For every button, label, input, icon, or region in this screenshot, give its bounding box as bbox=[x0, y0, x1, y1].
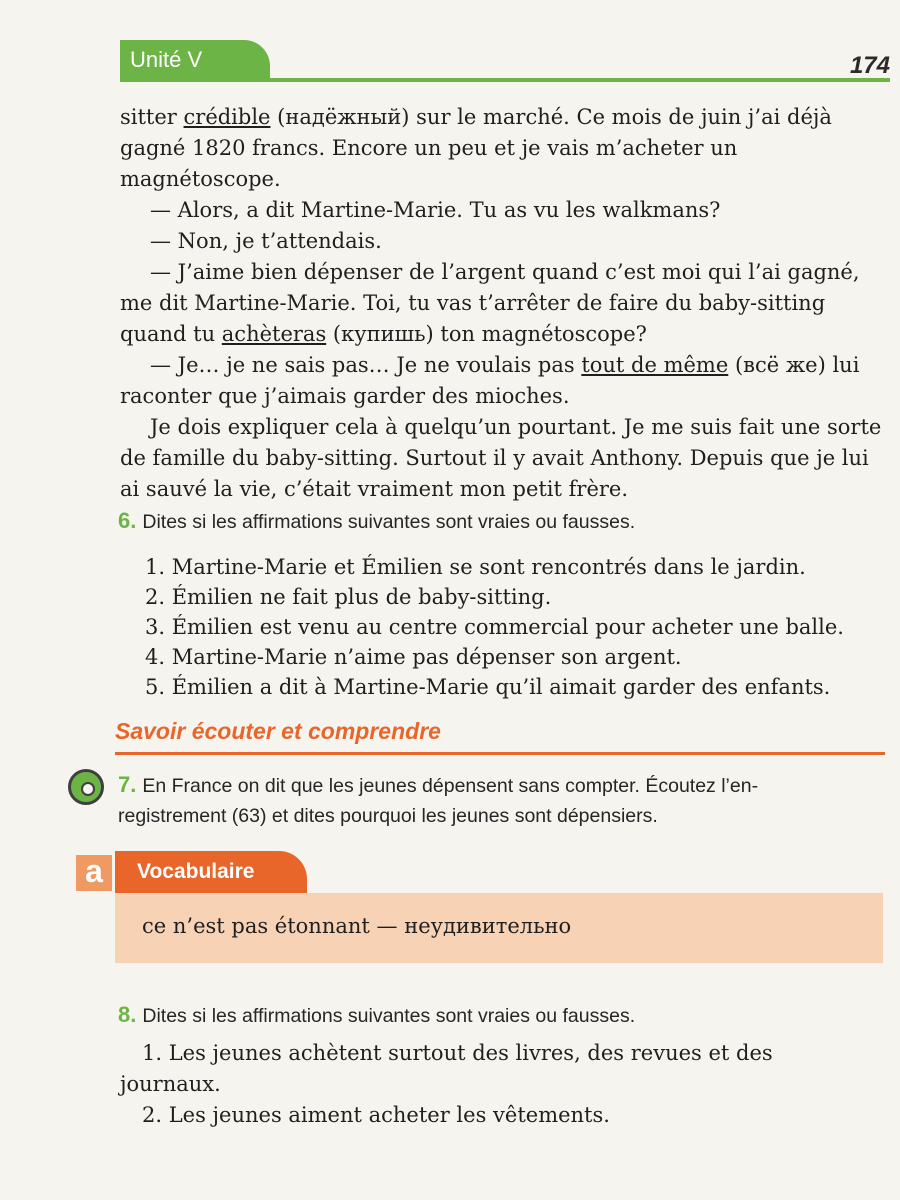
task-number: 6. bbox=[118, 508, 137, 533]
task-8-list bbox=[120, 1038, 880, 1131]
task-8-instruction: 8. Dites si les affirmations suivantes sont vraies ou fausses. bbox=[118, 1002, 636, 1027]
page-number: 174 bbox=[849, 52, 890, 79]
section-rule bbox=[115, 752, 885, 755]
underlined-word: achèteras bbox=[221, 322, 327, 346]
list-item: 5. Émilien a dit à Martine-Marie qu’il aimait garder des enfants. bbox=[145, 675, 831, 699]
list-item: 1. Les jeunes achètent surtout des livres, des revues et des journaux. bbox=[120, 1041, 773, 1096]
vocabulary-tab: Vocabulaire bbox=[115, 851, 307, 893]
header-rule bbox=[120, 78, 890, 82]
list-item: 1. Martine-Marie et Émilien se sont rencontrés dans le jardin. bbox=[145, 555, 806, 579]
task-number: 7. bbox=[118, 772, 137, 797]
passage-paragraph-3: — Non, je t’attendais. bbox=[150, 229, 382, 253]
list-item: 3. Émilien est venu au centre commercial pour acheter une balle. bbox=[145, 615, 844, 639]
vocabulary-letter-icon: a bbox=[76, 855, 112, 891]
task-6-list bbox=[145, 552, 895, 702]
passage-paragraph-4: — J’aime bien dépenser de l’argent quand c’est moi qui l’ai gagné, me dit Martine-Marie. Toi, tu vas t’arrêter de faire du baby-sitting quand tu achèteras (купишь) ton magnétoscope? bbox=[120, 260, 860, 346]
task-6-instruction: 6. Dites si les affirmations suivantes sont vraies ou fausses. bbox=[118, 508, 636, 533]
task-7-instruction: 7. En France on dit que les jeunes dépensent sans compter. Écoutez l’en- registrement (63) et dites pourquoi les jeunes sont dépensiers. bbox=[118, 772, 759, 827]
vocabulary-entry: ce n’est pas étonnant — неудивительно bbox=[142, 914, 572, 938]
cd-disc-icon[interactable] bbox=[68, 769, 104, 805]
list-item: 2. Les jeunes aiment acheter les vêtements. bbox=[142, 1103, 610, 1127]
underlined-word: crédible bbox=[183, 105, 271, 129]
task-number: 8. bbox=[118, 1002, 137, 1027]
list-item: 2. Émilien ne fait plus de baby-sitting. bbox=[145, 585, 552, 609]
passage-paragraph-2: — Alors, a dit Martine-Marie. Tu as vu les walkmans? bbox=[150, 198, 721, 222]
section-heading: Savoir écouter et comprendre bbox=[115, 718, 441, 744]
reading-passage bbox=[120, 102, 890, 505]
passage-paragraph-6: Je dois expliquer cela à quelqu’un pourtant. Je me suis fait une sorte de famille du baby-sitting. Surtout il y avait Anthony. Depuis que je lui ai sauvé la vie, c’était vraiment mon petit frère. bbox=[120, 415, 882, 501]
unit-tab: Unité V bbox=[120, 40, 270, 80]
passage-paragraph-5: — Je… je ne sais pas… Je ne voulais pas tout de même (всё же) lui raconter que j’aimais garder des mioches. bbox=[120, 353, 860, 408]
list-item: 4. Martine-Marie n’aime pas dépenser son argent. bbox=[145, 645, 682, 669]
passage-paragraph-1: sitter crédible (надёжный) sur le marché. Ce mois de juin j’ai déjà gagné 1820 francs. Encore un peu et je vais m’acheter un magnétoscope. bbox=[120, 105, 832, 191]
underlined-word: tout de même bbox=[581, 353, 729, 377]
